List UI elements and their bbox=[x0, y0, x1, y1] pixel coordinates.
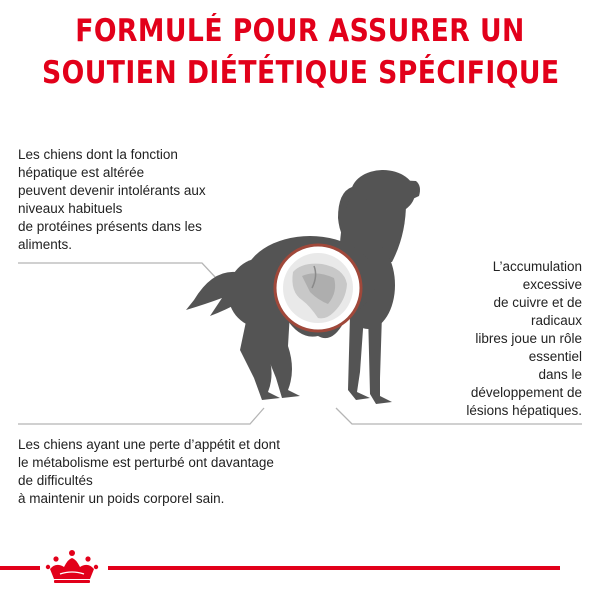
note-line: développement de bbox=[470, 385, 582, 400]
note-line: radicaux bbox=[530, 313, 582, 328]
headline-line-2: SOUTIEN DIÉTÉTIQUE SPÉCIFIQUE bbox=[42, 55, 560, 91]
note-line: dans le bbox=[538, 367, 582, 382]
leader-line-right bbox=[336, 408, 582, 424]
footer-red-line-right bbox=[108, 566, 560, 570]
note-line: excessive bbox=[522, 277, 582, 292]
note-line: de protéines présents dans les bbox=[18, 219, 202, 234]
note-line: libres joue un rôle bbox=[475, 331, 582, 346]
royal-crown-logo bbox=[44, 549, 100, 585]
note-line: lésions hépatiques. bbox=[466, 403, 582, 418]
note-line: peuvent devenir intolérants aux bbox=[18, 183, 206, 198]
note-line: hépatique est altérée bbox=[18, 165, 145, 180]
note-line: essentiel bbox=[528, 349, 582, 364]
note-line: aliments. bbox=[18, 237, 73, 252]
leader-line-top-left bbox=[18, 263, 216, 278]
note-line: de difficultés bbox=[18, 473, 93, 488]
headline-line-1: FORMULÉ POUR ASSURER UN bbox=[75, 13, 525, 49]
leader-line-bottom-left bbox=[18, 408, 264, 424]
note-line: Les chiens dont la fonction bbox=[18, 147, 178, 162]
note-line: L’accumulation bbox=[492, 259, 582, 274]
liver-organ-icon bbox=[275, 245, 361, 331]
note-line: niveaux habituels bbox=[18, 201, 123, 216]
note-line: de cuivre et de bbox=[493, 295, 582, 310]
note-line: le métabolisme est perturbé ont davantage bbox=[18, 455, 274, 470]
footer-red-line-left bbox=[0, 566, 40, 570]
note-line: à maintenir un poids corporel sain. bbox=[18, 491, 225, 506]
note-line: Les chiens ayant une perte d’appétit et dont bbox=[18, 437, 280, 452]
